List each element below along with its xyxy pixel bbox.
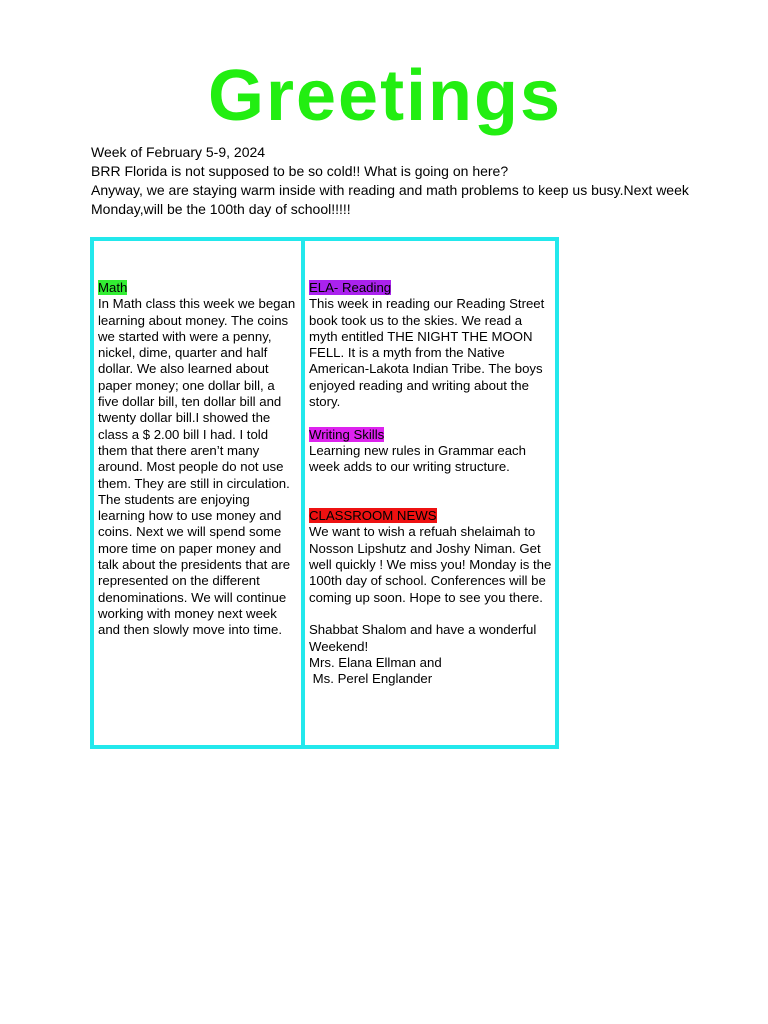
closing-text: Shabbat Shalom and have a wonderful Weekend! bbox=[309, 622, 537, 654]
writing-skills-text: Learning new rules in Grammar each week adds to our writing structure. bbox=[309, 442, 526, 475]
ela-reading-heading: ELA- Reading bbox=[309, 280, 392, 295]
math-column bbox=[98, 280, 298, 639]
ela-reading-text: This week in reading our Reading Street book took us to the skies. We read a myth entitled THE NIGHT THE MOON FELL. It is a myth from the Native American-Lakota Indian Tribe. The boys enjoyed reading and writing about the story. bbox=[309, 296, 545, 410]
week-date: Week of February 5-9, 2024 bbox=[91, 144, 266, 160]
signature-line-1: Mrs. Elana Ellman and bbox=[309, 654, 442, 670]
writing-skills-heading: Writing Skills bbox=[309, 426, 385, 442]
ela-column bbox=[309, 280, 553, 687]
classroom-news-text: We want to wish a refuah shelaimah to Nosson Lipshutz and Joshy Niman. Get well quickly ! We miss you! Monday is the 100th day of school. Conferences will be coming up soon. Hope to see you there. bbox=[309, 524, 552, 605]
column-divider bbox=[301, 237, 305, 749]
greetings-banner bbox=[150, 56, 620, 136]
intro-line-1: BRR Florida is not supposed to be so cold!! What is going on here? bbox=[91, 163, 509, 179]
signature-line-2: Ms. Perel Englander bbox=[309, 671, 433, 687]
intro-line-2: Anyway, we are staying warm inside with reading and math problems to keep us busy.Next week Monday,will be the 100th day of school!!!!! bbox=[91, 182, 689, 217]
classroom-news-heading: CLASSROOM NEWS bbox=[309, 508, 437, 524]
math-heading: Math bbox=[98, 280, 128, 295]
intro-section bbox=[91, 143, 691, 219]
greetings-wordart: Greetings bbox=[207, 56, 563, 136]
math-paragraph-2: The students are enjoying learning how to use money and coins. Next we will spend some more time on paper money and talk about the presidents that are represented on the different denominations. We will continue working with money next week and then slowly move into time. bbox=[98, 491, 291, 638]
math-paragraph-1: In Math class this week we began learning about money. The coins we started with were a penny, nickel, dime, quarter and half dollar. We also learned about paper money; one dollar bill, a five dollar bill, ten dollar bill and twenty dollar bill.I showed the class a $ 2.00 bill I had. I told them that there aren’t many around. Most people do not use them. They are still in circulation. bbox=[98, 296, 296, 491]
